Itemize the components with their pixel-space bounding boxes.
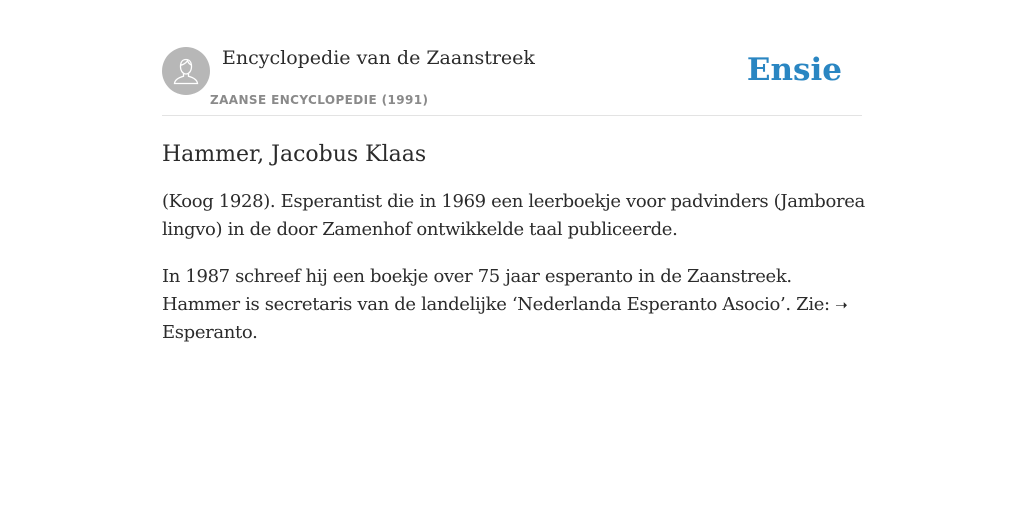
avatar xyxy=(162,47,210,95)
source-title[interactable]: Encyclopedie van de Zaanstreek xyxy=(222,47,535,69)
user-placeholder-icon xyxy=(162,47,210,95)
source-subtitle[interactable]: ZAANSE ENCYCLOPEDIE (1991) xyxy=(210,93,429,107)
source-header xyxy=(162,45,862,115)
arrow-right-icon: ➝ xyxy=(835,296,848,314)
article-paragraph xyxy=(162,263,867,347)
xref-link-esperanto[interactable]: Esperanto xyxy=(162,322,253,343)
article-paragraph: (Koog 1928). Esperantist die in 1969 een leerboekje voor padvinders (Jamborea lingvo) in de door Zamenhof ontwikkelde taal publiceerde. xyxy=(162,191,865,240)
article-title: Hammer, Jacobus Klaas xyxy=(162,142,427,167)
brand-logo[interactable]: Ensie xyxy=(746,52,842,88)
paragraph-end: . xyxy=(252,322,258,343)
paragraph-text: In 1987 schreef hij een boekje over 75 jaar esperanto in de Zaanstreek. Hammer is secretaris van de landelijke ‘Nederlanda Esperanto Asocio’. Zie: xyxy=(162,266,836,315)
header-divider xyxy=(162,115,862,116)
article xyxy=(162,139,867,366)
